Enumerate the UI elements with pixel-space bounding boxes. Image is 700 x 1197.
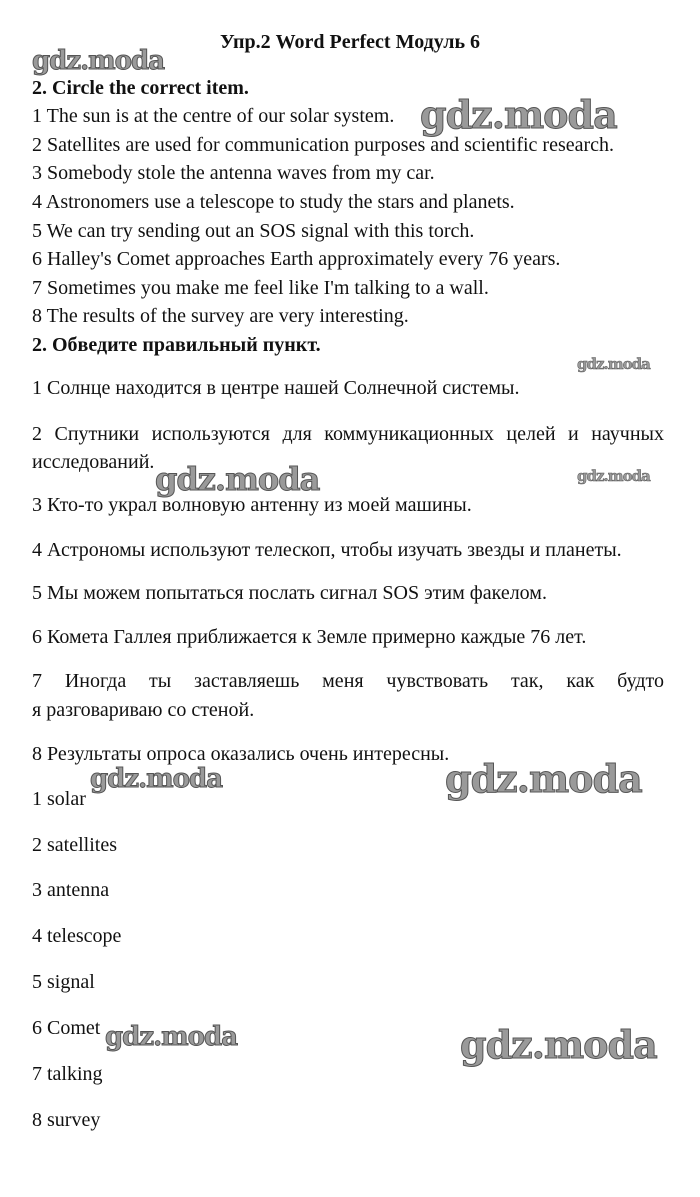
watermark: gdz.moda: [155, 460, 320, 498]
page-title: Упр.2 Word Perfect Модуль 6: [219, 31, 481, 53]
russian-item: исследований.: [32, 451, 155, 473]
watermark: gdz.moda: [577, 355, 650, 373]
english-item: 5 We can try sending out an SOS signal with this torch.: [32, 220, 475, 242]
russian-item: 2 Спутники используются для коммуникационных целей и научных: [32, 423, 664, 445]
russian-item: 8 Результаты опроса оказались очень интересны.: [32, 743, 450, 765]
watermark: gdz.moda: [32, 46, 165, 76]
russian-item: 4 Астрономы используют телескоп, чтобы изучать звезды и планеты.: [32, 539, 622, 561]
russian-item: 1 Солнце находится в центре нашей Солнечной системы.: [32, 377, 520, 399]
russian-heading: 2. Обведите правильный пункт.: [32, 334, 321, 356]
english-item: 2 Satellites are used for communication purposes and scientific research.: [32, 134, 615, 156]
answer-item: 2 satellites: [32, 834, 117, 856]
watermark: gdz.moda: [460, 1022, 657, 1067]
russian-item: 6 Комета Галлея приближается к Земле примерно каждые 76 лет.: [32, 626, 587, 648]
english-item: 6 Halley's Comet approaches Earth approximately every 76 years.: [32, 248, 561, 270]
english-item: 4 Astronomers use a telescope to study the stars and planets.: [32, 191, 515, 213]
answer-item: 4 telescope: [32, 925, 122, 947]
watermark: gdz.moda: [577, 467, 650, 485]
answer-item: 6 Comet: [32, 1017, 101, 1039]
answer-item: 5 signal: [32, 971, 95, 993]
answer-item: 3 antenna: [32, 879, 110, 901]
english-item: 7 Sometimes you make me feel like I'm talking to a wall.: [32, 277, 489, 299]
english-item: 1 The sun is at the centre of our solar system.: [32, 105, 395, 127]
english-item: 3 Somebody stole the antenna waves from my car.: [32, 162, 435, 184]
watermark: gdz.moda: [105, 1022, 238, 1052]
english-heading: 2. Circle the correct item.: [32, 77, 249, 99]
answer-item: 8 survey: [32, 1109, 101, 1131]
watermark: gdz.moda: [420, 92, 617, 137]
english-item: 8 The results of the survey are very interesting.: [32, 305, 409, 327]
watermark: gdz.moda: [445, 756, 642, 801]
russian-item: я разговариваю со стеной.: [32, 699, 255, 721]
answer-item: 7 talking: [32, 1063, 103, 1085]
russian-item: 7 Иногда ты заставляешь меня чувствовать так, как будто: [32, 670, 664, 692]
russian-item: 5 Мы можем попытаться послать сигнал SOS этим факелом.: [32, 582, 547, 604]
answer-item: 1 solar: [32, 788, 86, 810]
russian-item: 3 Кто-то украл волновую антенну из моей машины.: [32, 494, 472, 516]
watermark: gdz.moda: [90, 764, 223, 794]
